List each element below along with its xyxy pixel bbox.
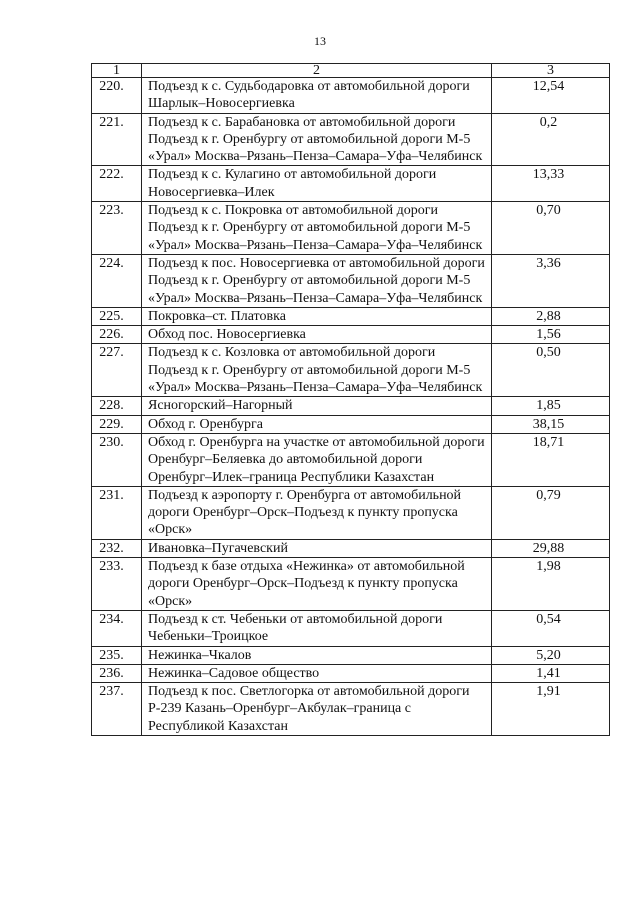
page-number: 13 bbox=[314, 34, 326, 48]
table-row bbox=[92, 397, 610, 415]
table-row bbox=[92, 433, 610, 486]
table-row bbox=[92, 646, 610, 664]
road-name: Обход г. Оренбурга bbox=[142, 415, 492, 433]
table-row bbox=[92, 326, 610, 344]
table-row bbox=[92, 610, 610, 646]
row-number: 225. bbox=[92, 307, 142, 325]
table-row bbox=[92, 202, 610, 255]
road-length: 0,50 bbox=[492, 344, 610, 397]
road-name: Подъезд к аэропорту г. Оренбурга от автомобильной дороги Оренбург–Орск–Подъезд к пункту пропуска «Орск» bbox=[142, 486, 492, 539]
road-length: 0,70 bbox=[492, 202, 610, 255]
table-row bbox=[92, 344, 610, 397]
road-length: 0,2 bbox=[492, 113, 610, 166]
road-name: Подъезд к пос. Новосергиевка от автомобильной дороги Подъезд к г. Оренбургу от автомобильной дороги М-5 «Урал» Москва–Рязань–Пенза–Самара–Уфа–Челябинск bbox=[142, 254, 492, 307]
road-name: Ясногорский–Нагорный bbox=[142, 397, 492, 415]
road-length: 1,56 bbox=[492, 326, 610, 344]
table-header-row bbox=[92, 64, 610, 78]
road-name: Нежинка–Садовое общество bbox=[142, 664, 492, 682]
road-name: Подъезд к с. Барабановка от автомобильной дороги Подъезд к г. Оренбургу от автомобильной дороги М-5 «Урал» Москва–Рязань–Пенза–Самара–Уфа–Челябинск bbox=[142, 113, 492, 166]
road-length: 13,33 bbox=[492, 166, 610, 202]
row-number: 232. bbox=[92, 539, 142, 557]
row-number: 236. bbox=[92, 664, 142, 682]
row-number: 227. bbox=[92, 344, 142, 397]
row-number: 231. bbox=[92, 486, 142, 539]
road-length: 1,91 bbox=[492, 683, 610, 736]
table-row bbox=[92, 113, 610, 166]
road-name: Покровка–ст. Платовка bbox=[142, 307, 492, 325]
row-number: 222. bbox=[92, 166, 142, 202]
column-header: 1 bbox=[92, 64, 142, 78]
row-number: 224. bbox=[92, 254, 142, 307]
row-number: 233. bbox=[92, 558, 142, 611]
road-name: Нежинка–Чкалов bbox=[142, 646, 492, 664]
road-name: Подъезд к пос. Светлогорка от автомобильной дороги Р-239 Казань–Оренбург–Акбулак–граница с Республикой Казахстан bbox=[142, 683, 492, 736]
road-name: Подъезд к с. Козловка от автомобильной дороги Подъезд к г. Оренбургу от автомобильной дороги М-5 «Урал» Москва–Рязань–Пенза–Самара–Уфа–Челябинск bbox=[142, 344, 492, 397]
row-number: 226. bbox=[92, 326, 142, 344]
road-length: 3,36 bbox=[492, 254, 610, 307]
row-number: 228. bbox=[92, 397, 142, 415]
table-row bbox=[92, 664, 610, 682]
row-number: 229. bbox=[92, 415, 142, 433]
road-name: Подъезд к ст. Чебеньки от автомобильной дороги Чебеньки–Троицкое bbox=[142, 610, 492, 646]
road-name: Обход пос. Новосергиевка bbox=[142, 326, 492, 344]
roads-table bbox=[91, 63, 610, 736]
column-header: 2 bbox=[142, 64, 492, 78]
road-name: Подъезд к с. Кулагино от автомобильной дороги Новосергиевка–Илек bbox=[142, 166, 492, 202]
road-length: 0,79 bbox=[492, 486, 610, 539]
table-row bbox=[92, 486, 610, 539]
road-name: Подъезд к с. Судьбодаровка от автомобильной дороги Шарлык–Новосергиевка bbox=[142, 78, 492, 114]
row-number: 223. bbox=[92, 202, 142, 255]
road-length: 18,71 bbox=[492, 433, 610, 486]
column-header: 3 bbox=[492, 64, 610, 78]
road-length: 29,88 bbox=[492, 539, 610, 557]
road-name: Подъезд к с. Покровка от автомобильной дороги Подъезд к г. Оренбургу от автомобильной дороги М-5 «Урал» Москва–Рязань–Пенза–Самара–Уфа–Челябинск bbox=[142, 202, 492, 255]
table-row bbox=[92, 166, 610, 202]
table-row bbox=[92, 415, 610, 433]
road-length: 1,98 bbox=[492, 558, 610, 611]
table-row bbox=[92, 307, 610, 325]
table-row bbox=[92, 683, 610, 736]
table-row bbox=[92, 254, 610, 307]
road-length: 2,88 bbox=[492, 307, 610, 325]
road-length: 0,54 bbox=[492, 610, 610, 646]
row-number: 220. bbox=[92, 78, 142, 114]
row-number: 234. bbox=[92, 610, 142, 646]
road-name: Подъезд к базе отдыха «Нежинка» от автомобильной дороги Оренбург–Орск–Подъезд к пункту пропуска «Орск» bbox=[142, 558, 492, 611]
row-number: 221. bbox=[92, 113, 142, 166]
road-name: Ивановка–Пугачевский bbox=[142, 539, 492, 557]
road-length: 38,15 bbox=[492, 415, 610, 433]
road-length: 1,85 bbox=[492, 397, 610, 415]
row-number: 235. bbox=[92, 646, 142, 664]
road-length: 5,20 bbox=[492, 646, 610, 664]
row-number: 237. bbox=[92, 683, 142, 736]
road-length: 1,41 bbox=[492, 664, 610, 682]
table-row bbox=[92, 558, 610, 611]
table-row bbox=[92, 78, 610, 114]
road-name: Обход г. Оренбурга на участке от автомобильной дороги Оренбург–Беляевка до автомобильной дороги Оренбург–Илек–граница Республики Казахстан bbox=[142, 433, 492, 486]
road-length: 12,54 bbox=[492, 78, 610, 114]
row-number: 230. bbox=[92, 433, 142, 486]
table-row bbox=[92, 539, 610, 557]
